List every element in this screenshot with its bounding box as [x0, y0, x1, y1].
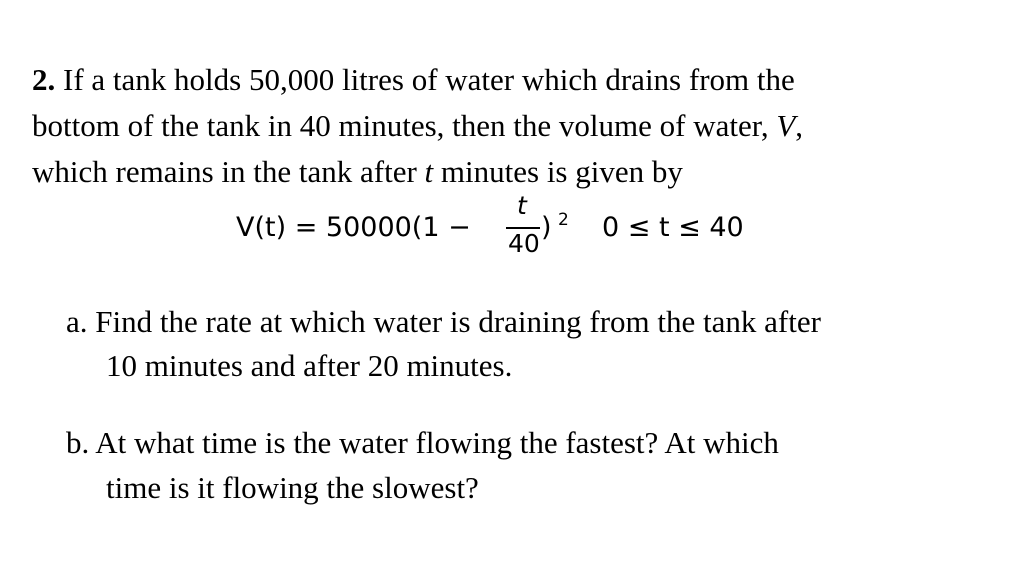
fraction-numerator: t — [517, 191, 527, 220]
problem-line-3 — [32, 153, 683, 191]
part-a-line-1 — [66, 303, 821, 341]
part-a-text-1: Find the rate at which water is draining from the tank after — [95, 304, 821, 339]
problem-number: 2. — [32, 62, 56, 97]
problem-line-2 — [32, 107, 803, 145]
part-b-line-2: time is it flowing the slowest? — [106, 470, 479, 505]
variable-v: V — [776, 108, 796, 143]
variable-t: t — [424, 154, 434, 189]
part-a-line-2: 10 minutes and after 20 minutes. — [106, 348, 513, 383]
part-b-text-1: At what time is the water flowing the fastest? At which — [95, 425, 779, 460]
problem-text-2a: bottom of the tank in 40 minutes, then the volume of water, — [32, 108, 777, 143]
fraction-denominator: 40 — [508, 229, 540, 258]
formula-domain: 0 ≤ t ≤ 40 — [602, 212, 744, 243]
part-b-label: b. — [66, 425, 90, 460]
part-a-label: a. — [66, 304, 88, 339]
formula-exponent: 2 — [558, 210, 569, 230]
problem-text-3b: minutes is given by — [433, 154, 683, 189]
problem-text-1: If a tank holds 50,000 litres of water which drains from the — [63, 62, 795, 97]
problem-text-3a: which remains in the tank after — [32, 154, 425, 189]
problem-line-1 — [32, 61, 795, 99]
part-b-line-1 — [66, 424, 779, 462]
formula-close-paren: ) — [541, 212, 552, 243]
problem-text-2b: , — [795, 108, 804, 143]
formula-lhs: V(t) = 50000(1 − — [236, 212, 471, 243]
